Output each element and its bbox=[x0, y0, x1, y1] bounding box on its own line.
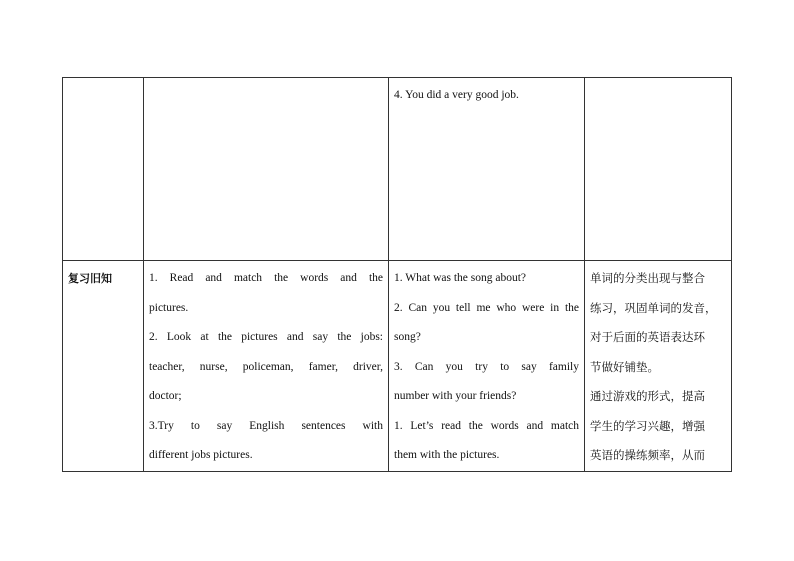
student-activity-line: number with your friends? bbox=[394, 390, 517, 402]
stage-cell-empty bbox=[63, 78, 144, 261]
purpose-line: 节做好铺垫。 bbox=[590, 359, 659, 374]
teacher-activity-cell-empty bbox=[144, 78, 389, 261]
student-activity-line: 2. Can you tell me who were in the bbox=[394, 301, 579, 314]
stage-label: 复习旧知 bbox=[68, 272, 112, 285]
teacher-activity-line: 3.Try to say English sentences with bbox=[149, 419, 383, 432]
student-activity-line: 1. Let’s read the words and match bbox=[394, 419, 579, 432]
purpose-cell bbox=[585, 261, 732, 472]
teacher-activity-cell bbox=[144, 261, 389, 472]
purpose-line: 对于后面的英语表达环 bbox=[590, 330, 705, 344]
student-activity-line: 4. You did a very good job. bbox=[394, 89, 519, 101]
stage-cell bbox=[63, 261, 144, 472]
teacher-activity-line: 1. Read and match the words and the bbox=[149, 272, 383, 284]
student-activity-cell bbox=[389, 261, 585, 472]
teacher-activity-line: pictures. bbox=[149, 301, 189, 314]
purpose-line: 单词的分类出现与整合 bbox=[590, 271, 705, 285]
teacher-activity-line: teacher, nurse, policeman, famer, driver, bbox=[149, 360, 383, 373]
purpose-line: 英语的操练频率，从而 bbox=[590, 448, 705, 462]
student-activity-line: them with the pictures. bbox=[394, 449, 500, 461]
student-activity-line: 3. Can you try to say family bbox=[394, 360, 579, 373]
purpose-cell-empty bbox=[585, 78, 732, 261]
teacher-activity-line: different jobs pictures. bbox=[149, 449, 253, 461]
lesson-plan-table bbox=[62, 77, 732, 472]
table-row bbox=[63, 261, 732, 472]
purpose-line: 学生的学习兴趣，增强 bbox=[590, 418, 705, 433]
student-activity-line: 1. What was the song about? bbox=[394, 272, 527, 284]
table-row bbox=[63, 78, 732, 261]
purpose-line: 通过游戏的形式，提高 bbox=[590, 389, 705, 403]
student-activity-cell bbox=[389, 78, 585, 261]
purpose-line: 练习，巩固单词的发音， bbox=[590, 300, 717, 315]
teacher-activity-line: doctor; bbox=[149, 390, 182, 402]
student-activity-line: song? bbox=[394, 331, 421, 343]
teacher-activity-line: 2. Look at the pictures and say the jobs: bbox=[149, 331, 383, 343]
